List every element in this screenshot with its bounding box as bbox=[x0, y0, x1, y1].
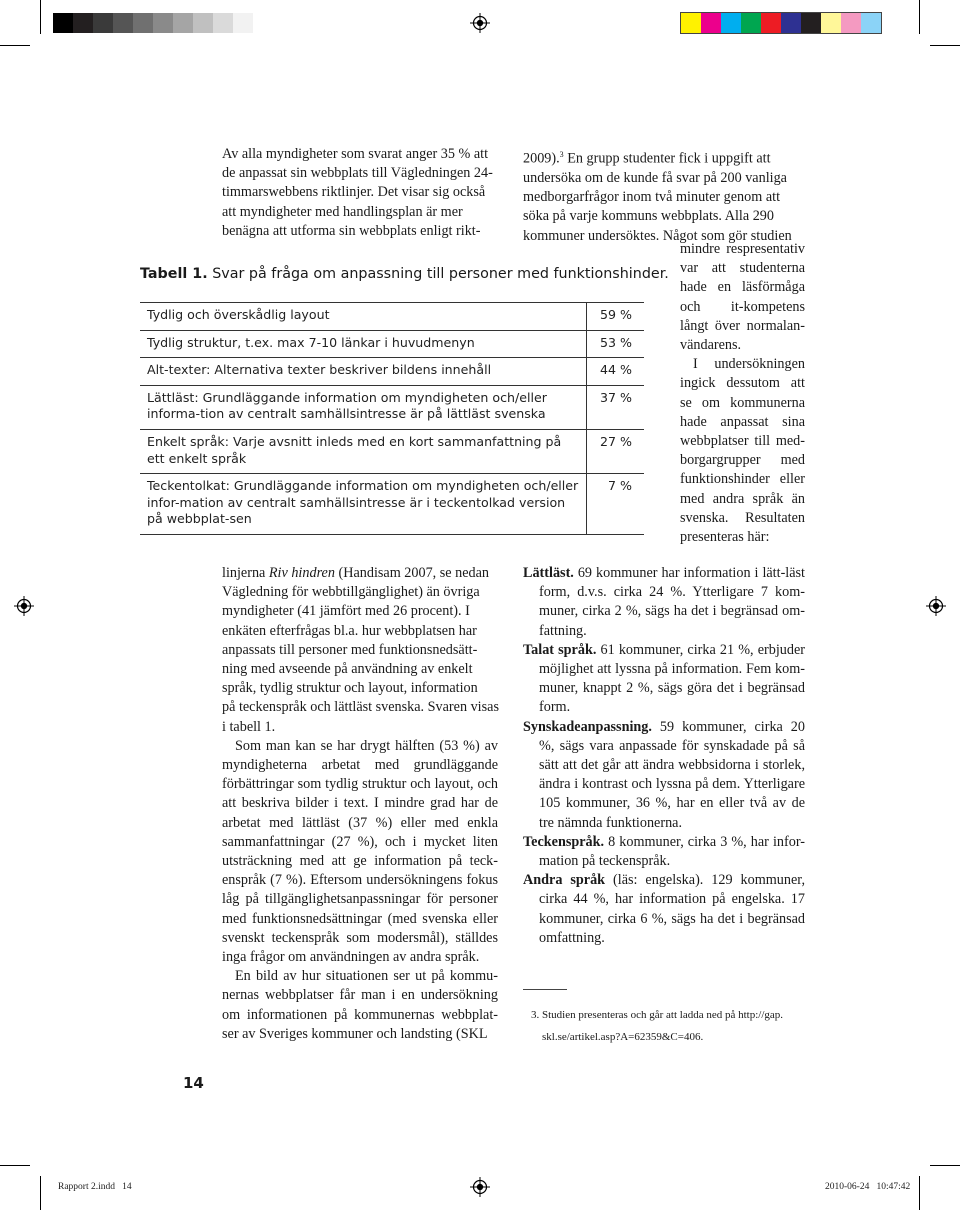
table-cell-value: 27 % bbox=[587, 429, 645, 473]
color-swatch bbox=[761, 13, 781, 33]
crop-mark bbox=[919, 0, 920, 34]
result-text: 61 kommuner, cirka 21 %, erbjuder möjlighet att lyssna på information. Fem kom-muner, knappt 2 %, sägs göra det i begränsad form. bbox=[539, 641, 805, 716]
text-line: borgargrupper med bbox=[680, 452, 805, 469]
text-line: söka på varje kommuns webbplats. Alla 290 bbox=[523, 208, 774, 225]
table-cell-value: 37 % bbox=[587, 385, 645, 429]
table-caption-text: Svar på fråga om anpassning till personer med funktionshinder. bbox=[212, 266, 669, 282]
result-term: Teckenspråk. bbox=[523, 833, 605, 850]
text-fragment: linjerna bbox=[222, 565, 269, 581]
crop-mark bbox=[40, 0, 41, 34]
color-swatch bbox=[701, 13, 721, 33]
color-swatch bbox=[861, 13, 881, 33]
table-1 bbox=[140, 302, 644, 535]
result-text: (läs: engelska). 129 kommuner, cirka 44 %, har information på engelska. 17 kommuner, cirka 6 %, sägs ha det i begränsad omfattning. bbox=[539, 872, 805, 946]
table-cell-label: Lättläst: Grundläggande information om myndigheten och/eller informa-tion av centralt samhällsintresse är på lättläst svenska bbox=[140, 385, 587, 429]
color-swatch bbox=[173, 13, 193, 33]
color-swatch bbox=[233, 13, 253, 33]
result-item bbox=[523, 718, 805, 833]
text-line: presenteras här: bbox=[680, 529, 770, 546]
table-row bbox=[140, 330, 644, 358]
slug-datetime: 2010-06-24 10:47:42 bbox=[825, 1182, 911, 1192]
result-term: Synskadeanpassning. bbox=[523, 718, 652, 735]
table-row bbox=[140, 385, 644, 429]
crop-mark bbox=[0, 45, 30, 46]
color-swatch bbox=[213, 13, 233, 33]
color-swatch bbox=[113, 13, 133, 33]
text-line: myndigheter (41 jämfört med 26 procent). I bbox=[222, 603, 470, 620]
result-term: Andra språk bbox=[523, 872, 606, 889]
text-line: var att studenterna bbox=[680, 260, 805, 277]
registration-mark-icon bbox=[926, 596, 946, 616]
text-line: benägna att utforma sin webbplats enligt rikt- bbox=[222, 222, 481, 239]
text-line: långt över normalan- bbox=[680, 317, 805, 334]
table-row bbox=[140, 303, 644, 331]
results-table bbox=[140, 302, 644, 535]
text-line: och it-kompetens bbox=[680, 298, 805, 315]
text-line: hade anpassat sina bbox=[680, 413, 805, 430]
result-text: 59 kommuner, cirka 20 %, sägs vara anpassade för synskadade på så sätt att det går att ändra webbsidorna i storlek, ändra i kontrast och lyssna på dem. Ytterligare 105 kommuner, 36 %, har en eller två av de tre nämnda funktionerna. bbox=[539, 718, 805, 831]
paragraph-1 bbox=[222, 564, 498, 737]
color-swatch bbox=[53, 13, 73, 33]
result-text: 69 kommuner har information i lätt-läst form, d.v.s. cirka 24 %. Ytterligare 7 kom-muner, cirka 2 %, sägs ha det i begränsad om-fattning. bbox=[539, 565, 805, 639]
footnote-line: skl.se/artikel.asp?A=62359&C=406. bbox=[542, 1031, 704, 1043]
table-row bbox=[140, 474, 644, 535]
color-swatch bbox=[93, 13, 113, 33]
color-swatch bbox=[721, 13, 741, 33]
crop-mark bbox=[930, 1165, 960, 1166]
footnote bbox=[531, 1004, 783, 1048]
page-number: 14 bbox=[183, 1074, 204, 1092]
text-line: ingick dessutom att bbox=[680, 375, 805, 392]
table-caption bbox=[140, 266, 669, 282]
left-top-paragraph bbox=[222, 145, 512, 241]
text-line: timmarswebbens riktlinjer. Det visar sig också bbox=[222, 184, 486, 201]
text-line: anpassats till personer med funktionsnedsätt- bbox=[222, 641, 478, 658]
table-cell-label: Alt-texter: Alternativa texter beskriver bildens innehåll bbox=[140, 358, 587, 386]
table-row bbox=[140, 429, 644, 473]
color-swatch bbox=[821, 13, 841, 33]
text-line: Vägledning för webbtillgänglighet) än övriga bbox=[222, 584, 480, 601]
color-swatch bbox=[741, 13, 761, 33]
text-line: Av alla myndigheter som svarat anger 35 % att bbox=[222, 146, 489, 162]
text-fragment: 2009). bbox=[523, 150, 560, 167]
color-swatch bbox=[681, 13, 701, 33]
result-text: 8 kommuner, cirka 3 %, har infor-mation på teckenspråk. bbox=[539, 833, 805, 870]
text-line: på teckenspråk och lättläst svenska. Svaren visas bbox=[222, 699, 499, 716]
results-list bbox=[523, 564, 805, 948]
table-cell-value: 53 % bbox=[587, 330, 645, 358]
table-cell-label: Tydlig och överskådlig layout bbox=[140, 303, 587, 331]
footnote-ref: 3 bbox=[559, 150, 564, 159]
result-item bbox=[523, 564, 805, 641]
text-line: språk, tydlig struktur och layout, information bbox=[222, 680, 478, 697]
text-line: de anpassat sin webbplats till Vägledningen 24- bbox=[222, 165, 493, 182]
text-line: med andra språk än bbox=[680, 490, 805, 507]
text-line: funktionshinder eller bbox=[680, 471, 805, 488]
text-line: i tabell 1. bbox=[222, 718, 276, 735]
table-cell-value: 7 % bbox=[587, 474, 645, 535]
table-row bbox=[140, 358, 644, 386]
table-cell-value: 59 % bbox=[587, 303, 645, 331]
crop-mark bbox=[930, 45, 960, 46]
paragraph-3: En bild av hur situationen ser ut på kommu-nernas webbplatser får man i en undersökning om informationen på kommunernas webbplat-ser av Sveriges kommuner och landsting (SKL bbox=[222, 968, 498, 1042]
text-line: enkäten efterfrågas bl.a. hur webbplatsen har bbox=[222, 622, 477, 639]
table-cell-label: Enkelt språk: Varje avsnitt inleds med en kort sammanfattning på ett enkelt språk bbox=[140, 429, 587, 473]
crop-mark bbox=[40, 1176, 41, 1210]
text-line: webbplatser till med- bbox=[680, 433, 805, 450]
text-line: mindre respresentativ bbox=[680, 241, 805, 257]
text-line: hade en läsförmåga bbox=[680, 279, 805, 296]
result-item bbox=[523, 641, 805, 718]
result-item bbox=[523, 833, 805, 871]
table-caption-label: Tabell 1. bbox=[140, 266, 208, 282]
text-line: ning med avseende på användning av enkelt bbox=[222, 661, 473, 678]
color-swatch bbox=[801, 13, 821, 33]
color-swatch bbox=[193, 13, 213, 33]
color-swatch bbox=[781, 13, 801, 33]
table-cell-value: 44 % bbox=[587, 358, 645, 386]
result-term: Lättläst. bbox=[523, 565, 574, 581]
crop-mark bbox=[0, 1165, 30, 1166]
crop-mark bbox=[919, 1176, 920, 1210]
text-line: medborgarfrågor inom två minuter genom att bbox=[523, 189, 781, 206]
text-line bbox=[523, 145, 813, 169]
text-line: vändarens. bbox=[680, 337, 742, 354]
slug-file: Rapport 2.indd 14 bbox=[58, 1182, 132, 1192]
gray-color-bar bbox=[53, 13, 253, 33]
text-fragment: (Handisam 2007, se nedan bbox=[334, 565, 490, 581]
text-line: svenska. Resultaten bbox=[680, 509, 805, 526]
color-swatch bbox=[73, 13, 93, 33]
color-swatch bbox=[841, 13, 861, 33]
text-fragment: En grupp studenter fick i uppgift att bbox=[563, 150, 771, 167]
registration-mark-icon bbox=[14, 596, 34, 616]
paragraph-2: Som man kan se har drygt hälften (53 %) av myndigheterna arbetat med grundläggande förbättringar som tydlig struktur och layout, och att beskriva bilder i text. I mindre grad har de arbetat med lättläst (37 %) eller med enkla sammanfattningar (27 %), och i mycket liten utsträckning med att ge information på teck-enspråk (7 %). Eftersom undersökningens fokus låg på tillgänglighetsanpassningar för personer med funktionsnedsättningar (med svenska eller svenskt teckenspråk som modersmål), ställdes inga frågor om användningen av andra språk. bbox=[222, 737, 498, 966]
text-line: se om kommunerna bbox=[680, 394, 805, 411]
text-line: undersöka om de kunde få svar på 200 vanliga bbox=[523, 169, 787, 186]
footnote-rule bbox=[523, 989, 567, 990]
registration-mark-icon bbox=[470, 13, 490, 33]
text-line: kommuner undersöktes. Något som gör studien bbox=[523, 227, 792, 244]
italic-title: Riv hindren bbox=[268, 565, 335, 581]
process-color-bar bbox=[681, 13, 881, 33]
side-text-column bbox=[680, 240, 805, 547]
left-bottom-column bbox=[222, 564, 498, 1044]
result-item bbox=[523, 871, 805, 948]
table-cell-label: Tydlig struktur, t.ex. max 7-10 länkar i huvudmenyn bbox=[140, 330, 587, 358]
color-swatch bbox=[133, 13, 153, 33]
result-term: Talat språk. bbox=[523, 641, 597, 658]
text-line: att myndigheter med handlingsplan är mer bbox=[222, 203, 463, 220]
text-line bbox=[222, 564, 498, 583]
registration-mark-icon bbox=[470, 1177, 490, 1197]
right-top-paragraph bbox=[523, 145, 813, 246]
text-line: I undersökningen bbox=[693, 356, 805, 373]
color-swatch bbox=[153, 13, 173, 33]
footnote-line: 3. Studien presenteras och går att ladda ned på http://gap. bbox=[531, 1009, 784, 1021]
table-cell-label: Teckentolkat: Grundläggande information om myndigheten och/eller infor-mation av centralt samhällsintresse är i teckentolkad version på webbplat-sen bbox=[140, 474, 587, 535]
